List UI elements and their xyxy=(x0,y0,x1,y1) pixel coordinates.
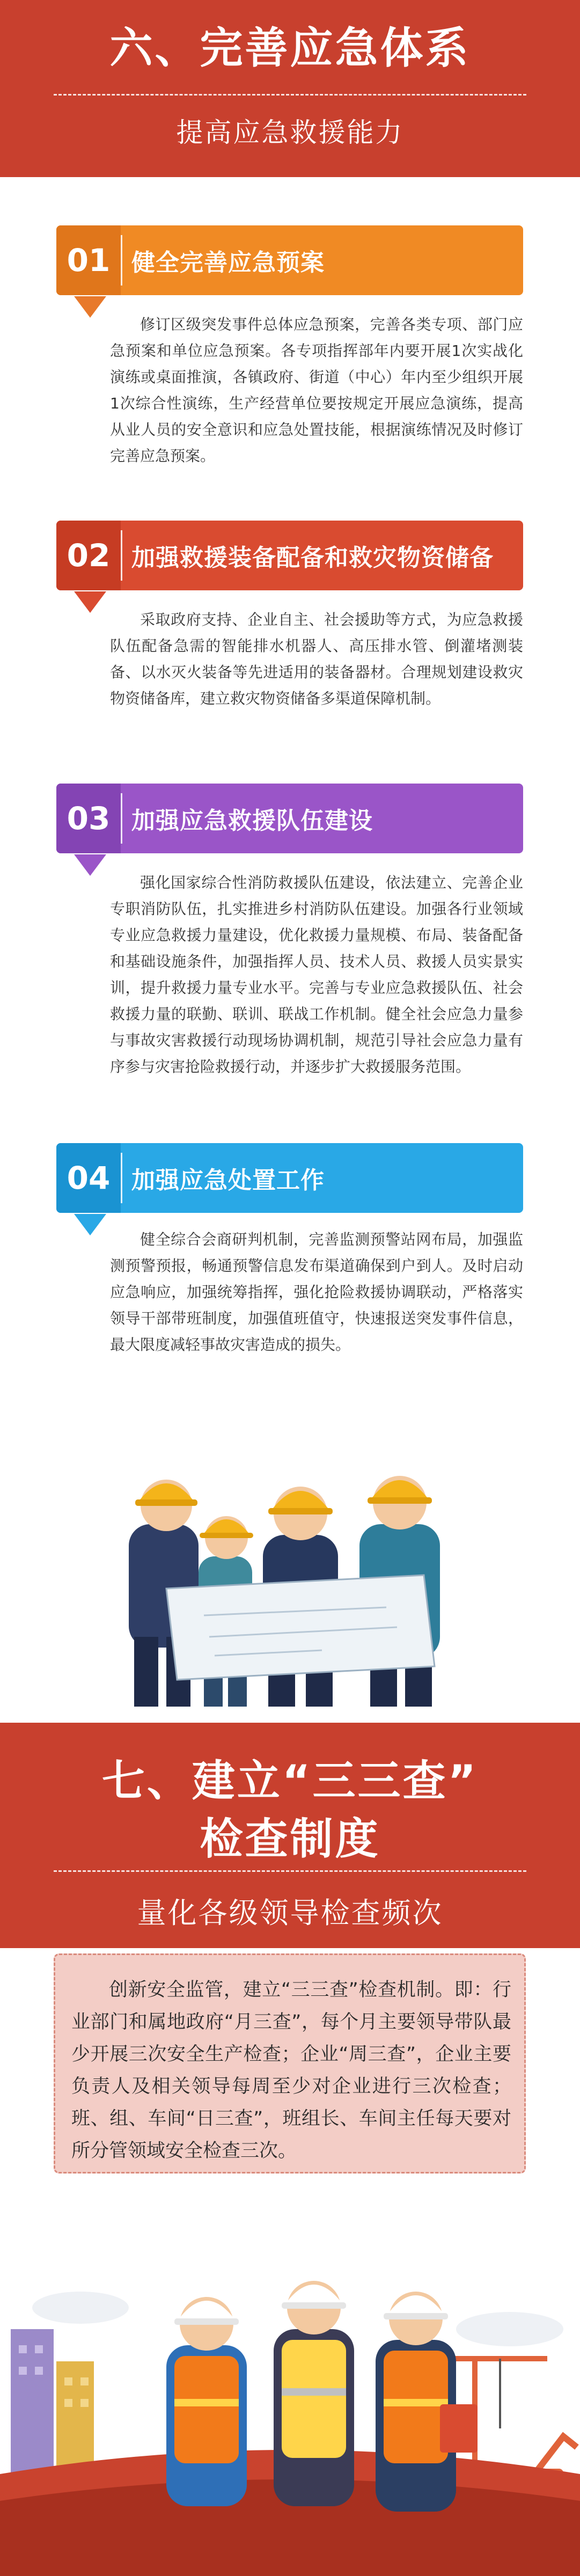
item-02-header xyxy=(56,521,523,590)
construction-inspectors-illustration xyxy=(0,2222,580,2576)
section7-title xyxy=(0,1752,580,1868)
item-04-number: 04 xyxy=(56,1143,121,1213)
item-01-body: 修订区级突发事件总体应急预案，完善各类专项、部门应急预案和单位应急预案。各专项指挥部年内要开展1次实战化演练或桌面推演，各镇政府、街道（中心）年内至少组织开展1次综合性演练，生产经营单位要按规定开展应急演练，提高从业人员的安全意识和应急处置技能，根据演练情况及时修订完善应急预案。 xyxy=(110,316,523,465)
section7-subtitle: 量化各级领导检查频次 xyxy=(137,1896,443,1930)
item-01-title: 健全完善应急预案 xyxy=(131,249,325,276)
item-03-title: 加强应急救援队伍建设 xyxy=(131,807,373,835)
section7-title-line1: 七、建立“三三查” xyxy=(101,1756,479,1806)
item-03-separator xyxy=(121,793,122,844)
item-01-header xyxy=(56,225,523,295)
item-02-separator xyxy=(121,530,122,581)
section6-subtitle: 提高应急救援能力 xyxy=(176,117,404,148)
section6-banner xyxy=(0,0,580,177)
workers-blueprint-illustration xyxy=(107,1454,483,1712)
section6-title: 六、完善应急体系 xyxy=(109,23,471,73)
item-01-pointer-icon xyxy=(74,296,106,318)
item-02-pointer-icon xyxy=(74,591,106,613)
section7-divider xyxy=(54,1870,526,1872)
item-01-separator xyxy=(121,235,122,286)
section7-body: 创新安全监管，建立“三三查”检查机制。即：行业部门和属地政府“月三查”，每个月主要领导带队最少开展三次安全生产检查；企业“周三查”，企业主要负责人及相关领导每周至少对企业进行三次检查；班、组、车间“日三查”，班组长、车间主任每天要对所分管领域安全检查三次。 xyxy=(71,1979,511,2162)
item-04-title: 加强应急处置工作 xyxy=(131,1167,325,1194)
section6-divider xyxy=(54,94,526,96)
item-03-body: 强化国家综合性消防救援队伍建设，依法建立、完善企业专职消防队伍，扎实推进乡村消防队伍建设。加强各行业领域专业应急救援力量建设，优化救援力量规模、布局、装备配备和基础设施条件，加强指挥人员、技术人员、救援人员实景实训，提升救援力量专业水平。完善与专业应急救援队伍、社会救援力量的联勤、联训、联战工作机制。健全社会应急力量参与事故灾害救援行动现场协调机制，规范引导社会应急力量有序参与灾害抢险救援行动，并逐步扩大救援服务范围。 xyxy=(110,874,523,1075)
item-02-number: 02 xyxy=(56,521,121,590)
item-03-header xyxy=(56,784,523,853)
item-02-title: 加强救援装备配备和救灾物资储备 xyxy=(131,544,494,572)
section7-title-line2: 检查制度 xyxy=(200,1814,380,1864)
blueprint-sheet-icon xyxy=(166,1575,435,1680)
item-03-pointer-icon xyxy=(74,854,106,876)
item-01-number: 01 xyxy=(56,225,121,295)
item-03-number: 03 xyxy=(56,784,121,853)
item-04-separator xyxy=(121,1153,122,1203)
section7-info-card xyxy=(54,1953,526,2174)
item-02-body: 采取政府支持、企业自主、社会援助等方式，为应急救援队伍配备急需的智能排水机器人、高压排水管、倒灌堵测装备、以水灭火装备等先进适用的装备器材。合理规划建设救灾物资储备库，建立救灾物资储备多渠道保障机制。 xyxy=(110,611,523,707)
item-04-pointer-icon xyxy=(74,1214,106,1235)
item-04-body: 健全综合会商研判机制，完善监测预警站网布局，加强监测预警预报，畅通预警信息发布渠道确保到户到人。及时启动应急响应，加强统筹指挥，强化抢险救援协调联动，严格落实领导干部带班制度，加强值班值守，快速报送突发事件信息，最大限度减轻事故灾害造成的损失。 xyxy=(110,1231,523,1353)
section7-banner xyxy=(0,1723,580,1948)
item-04-header xyxy=(56,1143,523,1213)
